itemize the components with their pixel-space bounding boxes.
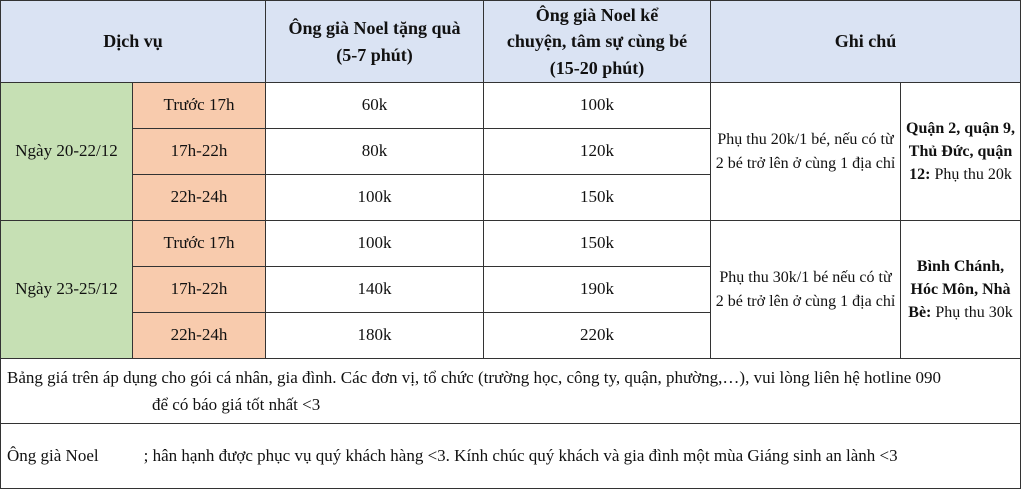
time-cell: 22h-24h	[133, 313, 266, 359]
pricing-note-text: Bảng giá trên áp dụng cho gói cá nhân, gia đình. Các đơn vị, tổ chức (trường học, công ty, quận, phường,…), vui lòng liên hệ hotline 090	[7, 367, 942, 387]
header-story	[484, 1, 711, 83]
story-price: 220k	[484, 313, 711, 359]
header-story-line: Ông già Noel kể	[535, 5, 659, 26]
area-names: Bình Chánh, Hóc Môn, Nhà Bè:	[908, 257, 1011, 322]
surcharge-note: Phụ thu 20k/1 bé, nếu có từ 2 bé trở lên ở cùng 1 địa chỉ	[711, 83, 901, 221]
footer-row	[1, 424, 1021, 489]
header-notes: Ghi chú	[711, 1, 1021, 83]
time-cell: Trước 17h	[133, 221, 266, 267]
header-gift-duration: (5-7 phút)	[336, 44, 413, 65]
greeting-note	[1, 424, 1021, 489]
footer-row	[1, 359, 1021, 424]
time-cell: 22h-24h	[133, 175, 266, 221]
table-row	[1, 83, 1021, 129]
area-names: Quận 2, quận 9, Thủ Đức, quận 12:	[906, 119, 1015, 184]
header-gift-line: Ông già Noel tặng quà	[288, 18, 461, 39]
gift-price: 180k	[266, 313, 484, 359]
area-note	[901, 221, 1021, 359]
area-surcharge: Phụ thu 30k	[931, 304, 1013, 322]
story-price: 150k	[484, 221, 711, 267]
gift-price: 60k	[266, 83, 484, 129]
time-cell: Trước 17h	[133, 83, 266, 129]
day-cell: Ngày 20-22/12	[1, 83, 133, 221]
header-story-line: chuyện, tâm sự cùng bé	[506, 31, 688, 52]
pricing-note	[1, 359, 1021, 424]
header-service: Dịch vụ	[1, 1, 266, 83]
story-price: 100k	[484, 83, 711, 129]
story-price: 190k	[484, 267, 711, 313]
story-price: 120k	[484, 129, 711, 175]
header-gift	[266, 1, 484, 83]
gift-price: 100k	[266, 221, 484, 267]
greeting-text: ; hân hạnh được phục vụ quý khách hàng <3. Kính chúc quý khách và gia đình một mùa Giáng sinh an lành <3	[143, 446, 898, 466]
gift-price: 140k	[266, 267, 484, 313]
pricing-note-end: để có báo giá tốt nhất <3	[152, 395, 321, 414]
time-cell: 17h-22h	[133, 267, 266, 313]
gift-price: 80k	[266, 129, 484, 175]
time-cell: 17h-22h	[133, 129, 266, 175]
header-story-duration: (15-20 phút)	[549, 57, 645, 78]
area-note	[901, 83, 1021, 221]
story-price: 150k	[484, 175, 711, 221]
header-row	[1, 1, 1021, 83]
gift-price: 100k	[266, 175, 484, 221]
table-row	[1, 221, 1021, 267]
day-cell: Ngày 23-25/12	[1, 221, 133, 359]
greeting-start: Ông già Noel	[7, 446, 99, 466]
surcharge-note: Phụ thu 30k/1 bé nếu có từ 2 bé trở lên ở cùng 1 địa chỉ	[711, 221, 901, 359]
area-surcharge: Phụ thu 20k	[930, 166, 1012, 184]
